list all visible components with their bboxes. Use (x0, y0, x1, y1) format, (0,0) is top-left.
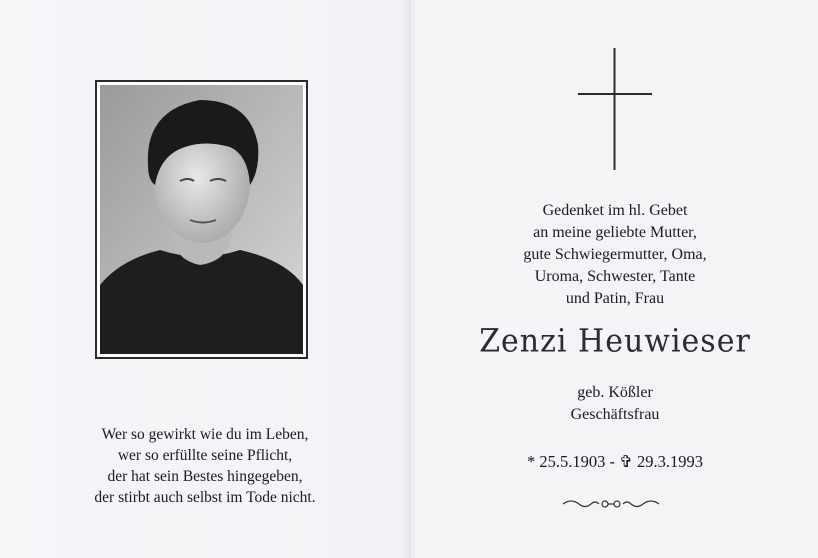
poem-line: der hat sein Bestes hingegeben, (107, 468, 303, 485)
intro-line: gute Schwiegermutter, Oma, (523, 246, 707, 263)
ornament-divider-icon (561, 494, 661, 514)
cross-icon (576, 48, 654, 170)
life-dates: * 25.5.1903 - ✞ 29.3.1993 (526, 452, 704, 471)
poem-line: Wer so gewirkt wie du im Leben, (101, 426, 309, 443)
intro-line: Gedenket im hl. Gebet (542, 202, 688, 219)
poem-line: der stirbt auch selbst im Tode nicht. (94, 489, 316, 506)
portrait-frame (95, 80, 308, 359)
card-fold (409, 0, 410, 558)
intro-line: und Patin, Frau (565, 290, 665, 307)
portrait-photo (100, 85, 303, 354)
deceased-name: Zenzi Heuwieser (479, 323, 751, 360)
intro-line: an meine geliebte Mutter, (533, 224, 697, 241)
birth-name: geb. Kößler (577, 384, 653, 401)
person-details (470, 382, 760, 426)
intro-text (470, 200, 760, 310)
intro-line: Uroma, Schwester, Tante (534, 268, 696, 285)
poem-line: wer so erfüllte seine Pflicht, (117, 447, 293, 464)
occupation: Geschäftsfrau (570, 406, 660, 423)
memorial-poem (40, 424, 370, 508)
